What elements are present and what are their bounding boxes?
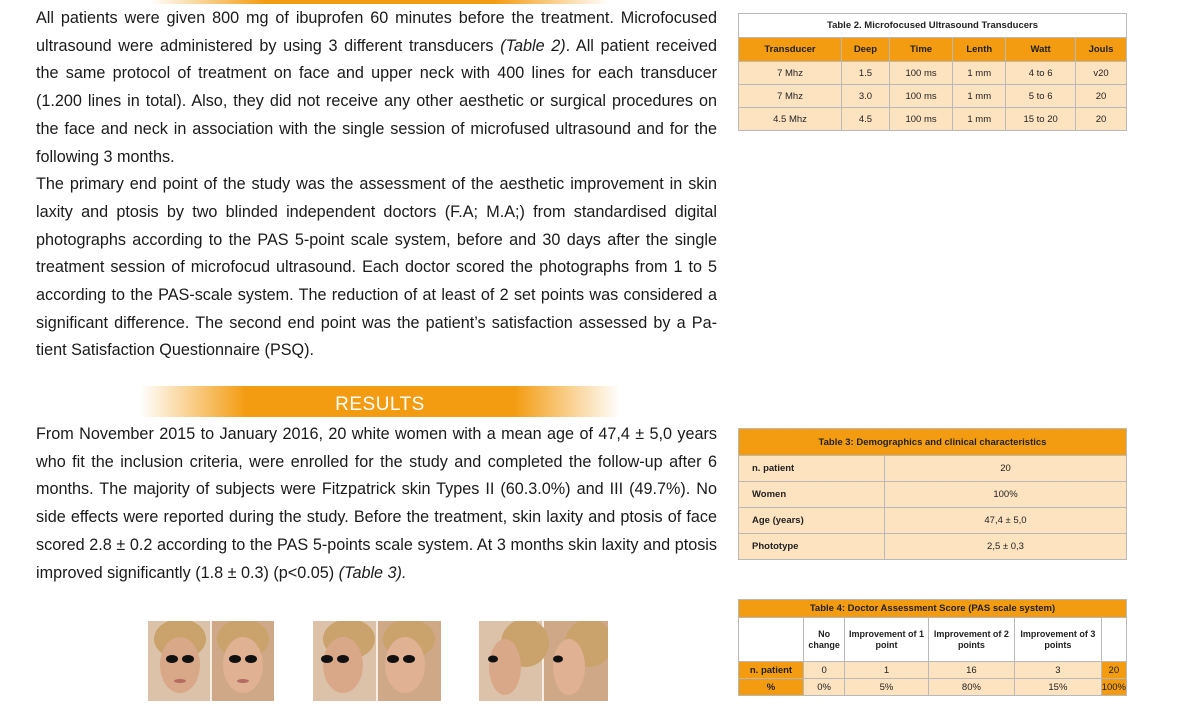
row-value: 47,4 ± 5,0 [885,508,1127,534]
results-section [36,421,717,587]
table-cell: 1.5 [842,62,890,85]
table-3-reference: (Table 3). [338,563,407,582]
methods-paragraph-2: The primary end point of the study was the assessment of the aesthetic improvement in skin laxity and ptosis by two blinded independent doctors (F.A; M.A;) from standardised digital photographs according to the PAS 5-point scale system, before and 30 days after the single treatment session of microfocud ultrasound. Each doctor scored the photographs from 1 to 5 according to the PAS-scale system. The reduction of at least of 2 set points was considered a significant difference. The second end point was the patient’s satisfaction assessed by a Pa-tient Satisfaction Questionnaire (PSQ). [36,175,717,360]
table-3-demographics [738,428,1127,560]
table-cell: 4 to 6 [1006,62,1076,85]
methods-text-a: All patients were given 800 mg of ibuprofen 60 minutes before the treatment. Microfocused ultrasound were administered by using 3 different transducers [36,9,717,55]
table-4-corner [739,618,804,662]
table-cell: 1 [845,662,928,679]
patient-photo-oblique [313,621,441,701]
row-label: Phototype [739,534,885,560]
table-cell: 3 [1015,662,1101,679]
table-row [739,85,1127,108]
table-row [739,679,1127,696]
table-cell: 20 [1075,108,1126,131]
table-2-header: Watt [1006,38,1076,62]
table-cell: 0% [804,679,845,696]
table-cell: 1 mm [953,62,1006,85]
table-cell: 5% [845,679,928,696]
table-4-pas-score [738,599,1127,696]
table-cell: 7 Mhz [739,62,842,85]
row-total: 100% [1101,679,1126,696]
table-cell: 80% [928,679,1014,696]
table-cell: 5 to 6 [1006,85,1076,108]
table-cell: 1 mm [953,108,1006,131]
row-value: 2,5 ± 0,3 [885,534,1127,560]
table-row [739,662,1127,679]
table-cell: 20 [1075,85,1126,108]
table-cell: 16 [928,662,1014,679]
table-cell: 15 to 20 [1006,108,1076,131]
table-row [739,482,1127,508]
table-4-header: No change [804,618,845,662]
table-4-header: Improvement of 2 points [928,618,1014,662]
table-2-header: Lenth [953,38,1006,62]
row-label: % [739,679,804,696]
table-cell: 7 Mhz [739,85,842,108]
row-value: 100% [885,482,1127,508]
table-3-caption: Table 3: Demographics and clinical characteristics [739,429,1127,456]
results-paragraph [36,421,717,587]
table-2-reference: (Table 2) [500,36,566,55]
table-cell: 3.0 [842,85,890,108]
table-4-header: Improvement of 1 point [845,618,928,662]
table-2-header: Time [889,38,952,62]
table-row [739,62,1127,85]
table-cell: 1 mm [953,85,1006,108]
table-row [739,534,1127,560]
table-cell: 0 [804,662,845,679]
patient-photo-frontal [148,621,274,701]
table-row [739,508,1127,534]
row-total: 20 [1101,662,1126,679]
results-text: From November 2015 to January 2016, 20 white women with a mean age of 47,4 ± 5,0 years who fit the inclusion criteria, were enrolled for the study and completed the follow-up after 6 months. The majority of subjects were Fitzpatrick skin Types II (60.3.0%) and III (49.7%). No side effects were reported during the study. Before the treatment, skin laxity and ptosis of face scored 2.8 ± 0.2 according to the PAS 5-points scale system. At 3 months skin laxity and ptosis improved significantly (1.8 ± 0.3) (p<0.05) [36,425,717,582]
table-4-caption: Table 4: Doctor Assessment Score (PAS scale system) [739,600,1127,618]
row-label: n. patient [739,456,885,482]
methods-section [36,5,717,365]
table-cell: 100 ms [889,85,952,108]
table-cell: 100 ms [889,62,952,85]
table-cell: 15% [1015,679,1101,696]
table-cell: 4.5 [842,108,890,131]
table-4-header: Improvement of 3 points [1015,618,1101,662]
row-label: Women [739,482,885,508]
row-label: Age (years) [739,508,885,534]
row-value: 20 [885,456,1127,482]
table-cell: 4.5 Mhz [739,108,842,131]
methods-paragraph-1 [36,5,717,171]
table-row [739,456,1127,482]
row-label: n. patient [739,662,804,679]
results-heading: RESULTS [140,386,620,417]
table-2-transducers [738,13,1127,131]
table-2-header: Transducer [739,38,842,62]
table-cell: v20 [1075,62,1126,85]
table-cell: 100 ms [889,108,952,131]
table-4-total-header [1101,618,1126,662]
table-2-header: Jouls [1075,38,1126,62]
top-accent-bar [150,0,610,4]
patient-photo-profile [479,621,608,701]
table-row [739,108,1127,131]
table-2-header: Deep [842,38,890,62]
table-2-caption: Table 2. Microfocused Ultrasound Transducers [739,14,1127,38]
methods-text-b: . All patient received the same protocol of treatment on face and upper neck with 400 lines for each transducer (1.200 lines in total). Also, they did not receive any other aesthetic or surgical procedures on the face and neck in association with the single session of microfused ultrasound and for the following 3 months. [36,36,717,166]
